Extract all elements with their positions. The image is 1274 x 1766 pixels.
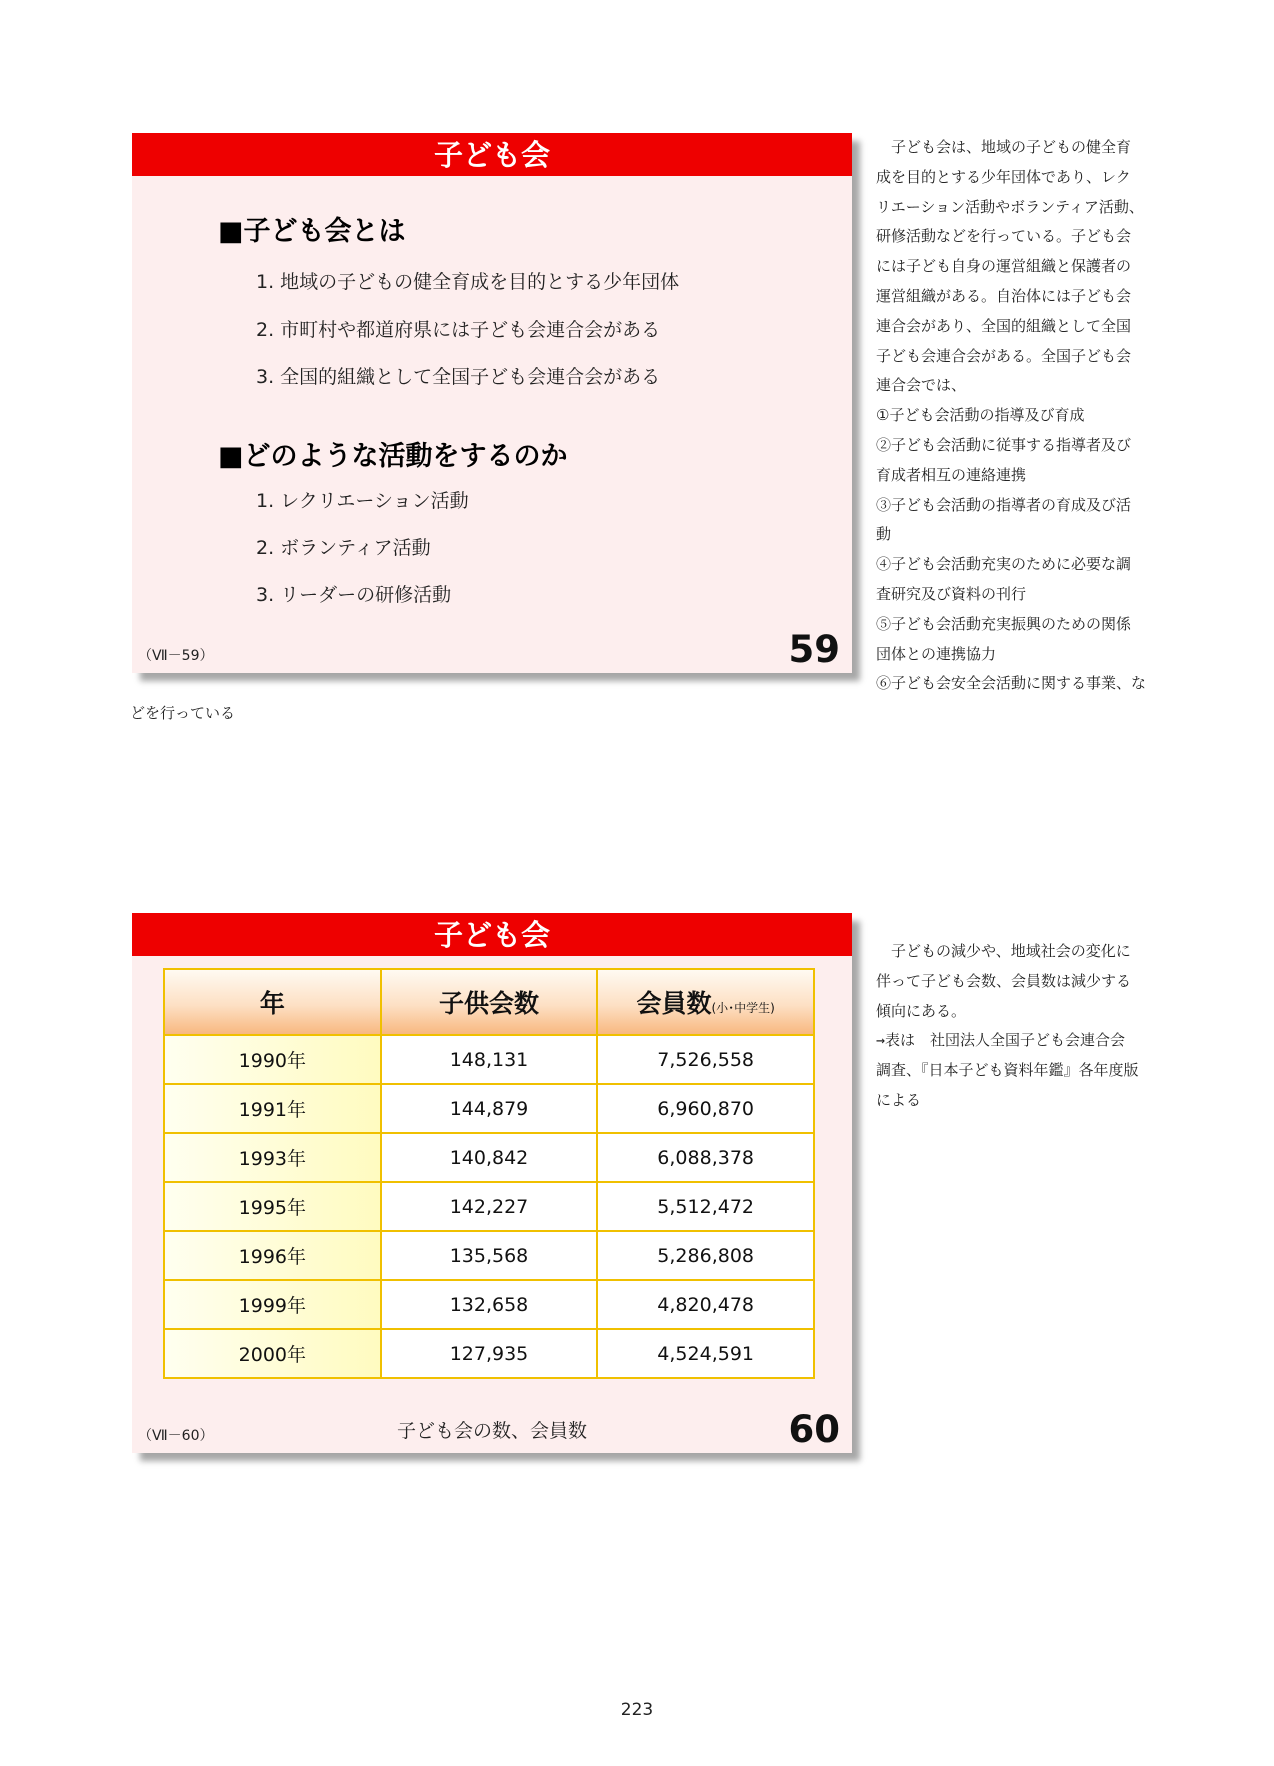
cell-club-count: 127,935: [381, 1329, 598, 1378]
table-header-row: [164, 969, 814, 1035]
cell-member-count: 5,512,472: [597, 1182, 814, 1231]
side-note-59: 子ども会は、地域の子どもの健全育 成を目的とする少年団体であり、レク リエーション活動やボランティア活動、 研修活動などを行っている。子ども会 には子ども自身の運営組織と保護者の 運営組織がある。自治体には子ども会 連合会があり、全国的組織として全国 子ども会連合会がある。全国子ども会 連合会では、 ①子ども会活動の指導及び育成 ②子ども会活動に従事する指導者及び 育成者相互の連絡連携 ③子ども会活動の指導者の育成及び活 動 ④子ども会活動充実のために必要な調 査研究及び資料の刊行 ⑤子ども会活動充実振興のための関係 団体との連携協力 ⑥子ども会安全会活動に関する事業、な: [876, 138, 1147, 693]
slide-number: 60: [788, 1408, 840, 1451]
slide-title: 子ども会: [132, 133, 852, 176]
cell-club-count: 132,658: [381, 1280, 598, 1329]
section-heading-what-is: ■子ども会とは: [218, 216, 406, 247]
header-club-count: 子供会数: [381, 969, 598, 1035]
slide-59: [132, 133, 852, 673]
table-row: [164, 1280, 814, 1329]
cell-club-count: 135,568: [381, 1231, 598, 1280]
section-heading-activities: ■どのような活動をするのか: [218, 441, 568, 472]
header-year: 年: [164, 969, 381, 1035]
slide-reference: （Ⅶ－60）: [138, 1428, 214, 1444]
side-note-60: 子どもの減少や、地域社会の変化に 伴って子ども会数、会員数は減少する 傾向にある。 →表は 社団法人全国子ども会連合会 調査、『日本子ども資料年鑑』各年度版 による: [876, 942, 1139, 1109]
header-member-count: 会員数(小･中学生): [597, 969, 814, 1035]
cell-year: 1990年: [164, 1035, 381, 1084]
table-row: [164, 1182, 814, 1231]
cell-member-count: 6,088,378: [597, 1133, 814, 1182]
table-caption: 子ども会の数、会員数: [396, 1420, 587, 1442]
list-item: 3. 全国的組織として全国子ども会連合会がある: [256, 366, 661, 388]
table-row: [164, 1035, 814, 1084]
table-row: [164, 1231, 814, 1280]
cell-club-count: 144,879: [381, 1084, 598, 1133]
list-item: 1. 地域の子どもの健全育成を目的とする少年団体: [256, 271, 680, 293]
side-note-continuation: どを行っている: [130, 704, 236, 722]
list-item: 1. レクリエーション活動: [256, 490, 469, 512]
table-row: [164, 1329, 814, 1378]
cell-member-count: 7,526,558: [597, 1035, 814, 1084]
slide-reference: （Ⅶ－59）: [138, 648, 214, 664]
cell-member-count: 4,524,591: [597, 1329, 814, 1378]
cell-year: 1993年: [164, 1133, 381, 1182]
list-item: 3. リーダーの研修活動: [256, 584, 452, 606]
page-number: 223: [620, 1700, 654, 1720]
cell-member-count: 5,286,808: [597, 1231, 814, 1280]
slide-60: [132, 913, 852, 1453]
cell-club-count: 142,227: [381, 1182, 598, 1231]
list-item: 2. ボランティア活動: [256, 537, 431, 559]
list-item: 2. 市町村や都道府県には子ども会連合会がある: [256, 319, 661, 341]
table-row: [164, 1084, 814, 1133]
cell-club-count: 148,131: [381, 1035, 598, 1084]
cell-year: 1996年: [164, 1231, 381, 1280]
cell-year: 2000年: [164, 1329, 381, 1378]
cell-year: 1995年: [164, 1182, 381, 1231]
header-sub-label: (小･中学生): [711, 1001, 775, 1015]
cell-member-count: 4,820,478: [597, 1280, 814, 1329]
cell-member-count: 6,960,870: [597, 1084, 814, 1133]
slide-number: 59: [788, 628, 840, 671]
cell-club-count: 140,842: [381, 1133, 598, 1182]
membership-table: [163, 968, 815, 1379]
cell-year: 1999年: [164, 1280, 381, 1329]
slide-title: 子ども会: [132, 913, 852, 956]
table-row: [164, 1133, 814, 1182]
cell-year: 1991年: [164, 1084, 381, 1133]
